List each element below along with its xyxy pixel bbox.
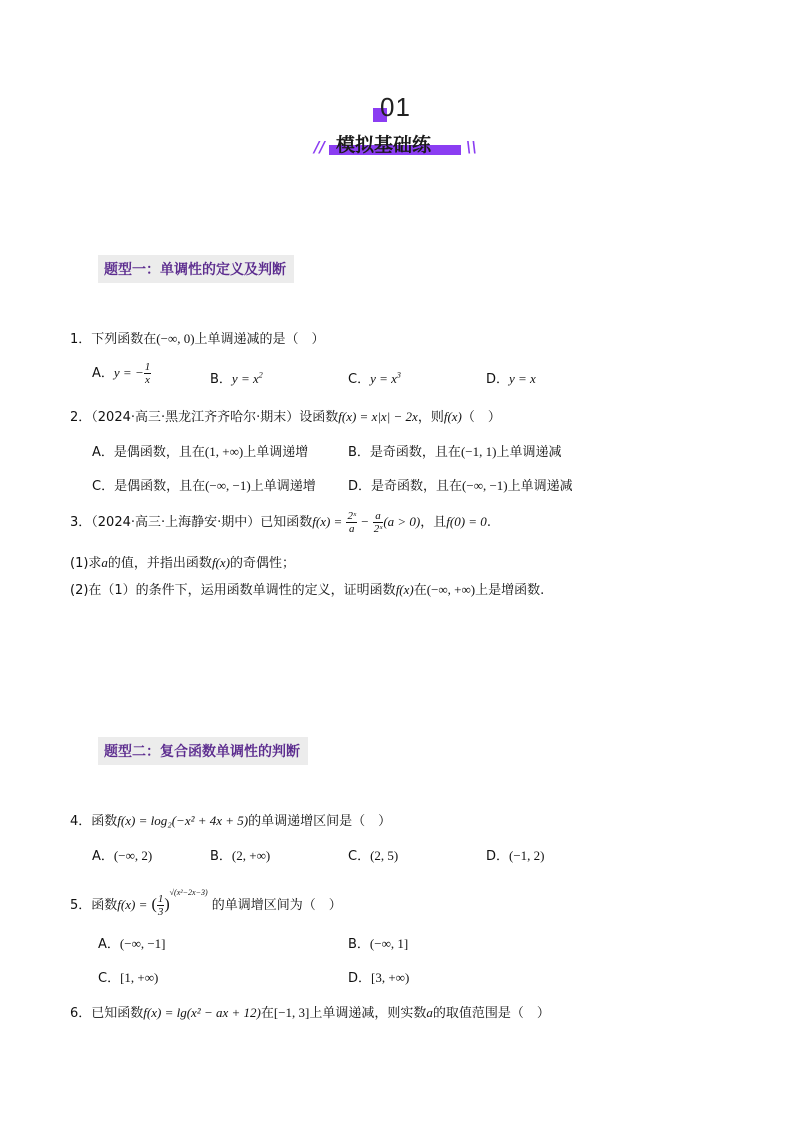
question-3: 3．（2024·高三·上海静安·期中）已知函数f(x) = $\frac{\text{2ˣ}}{a}$ − $\frac{a}{\text{2ˣ}}$ (a > 0)，且f(0) = 0.	[70, 510, 491, 535]
q5-option-a: A．(−∞, −1]	[98, 936, 166, 952]
question-6: 6．已知函数f(x) = lg(x² − ax + 12)在[−1, 3]上单调递减，则实数a的取值范围是（ ）	[70, 1005, 550, 1021]
q2-option-a: A．是偶函数，且在(1, +∞)上单调递增	[92, 444, 309, 460]
question-2: 2．（2024·高三·黑龙江齐齐哈尔·期末）设函数f(x) = x|x| − 2x，则f(x)（ ）	[70, 409, 501, 425]
question-5: 5．函数f(x) = ( $\frac{1}{3}$ )$^{√(x^2-2x-3)}$ 的单调增区间为（ ）	[70, 888, 342, 918]
q2-option-d: D．是奇函数，且在(−∞, −1)上单调递减	[348, 478, 573, 494]
q5-option-b: B．(−∞, 1]	[348, 936, 409, 952]
q3-fraction-2: $\frac{a}{\text{2ˣ}}$	[373, 510, 383, 535]
topic-header-1: 题型一：单调性的定义及判断	[98, 255, 294, 283]
q2-option-c: C．是偶函数，且在(−∞, −1)上单调递增	[92, 478, 316, 494]
q1-option-c: C．$y = x^3$	[348, 370, 401, 387]
title-deco-left: //	[314, 138, 325, 156]
q1-option-b: B．$y = x^2$	[210, 370, 263, 387]
section-title: 模拟基础练	[336, 134, 432, 156]
q3-fraction-1: $\frac{\text{2ˣ}}{a}$	[347, 510, 357, 535]
q5-option-d: D．[3, +∞)	[348, 970, 410, 986]
q5-option-c: C．[1, +∞)	[98, 970, 159, 986]
section-number: 01	[380, 92, 411, 122]
q2-option-b: B．是奇函数，且在(−1, 1)上单调递减	[348, 444, 562, 460]
q4-option-c: C．(2, 5)	[348, 848, 399, 864]
question-3-part-2: (2)在（1）的条件下，运用函数单调性的定义，证明函数f(x)在(−∞, +∞)上是增函数.	[70, 582, 545, 598]
question-4: 4．函数f(x) = log₂(−x² + 4x + 5)的单调递增区间是（ ）	[70, 813, 392, 829]
q4-option-a: A．(−∞, 2)	[92, 848, 153, 864]
question-1: 1．下列函数在(−∞, 0)上单调递减的是（ ）	[70, 331, 325, 347]
q1-option-a: A．y = − $\frac{1}{x}$	[92, 361, 151, 386]
q1-option-d: D．y = x	[486, 371, 536, 387]
topic-header-2: 题型二：复合函数单调性的判断	[98, 737, 308, 765]
q4-option-b: B．(2, +∞)	[210, 848, 271, 864]
q5-base-fraction: $\frac{1}{3}$	[157, 893, 164, 918]
q1-a-fraction: $\frac{1}{x}$	[144, 361, 151, 386]
question-3-part-1: (1)求a的值，并指出函数f(x)的奇偶性；	[70, 555, 295, 571]
title-deco-right: \\	[466, 138, 477, 156]
q4-option-d: D．(−1, 2)	[486, 848, 545, 864]
